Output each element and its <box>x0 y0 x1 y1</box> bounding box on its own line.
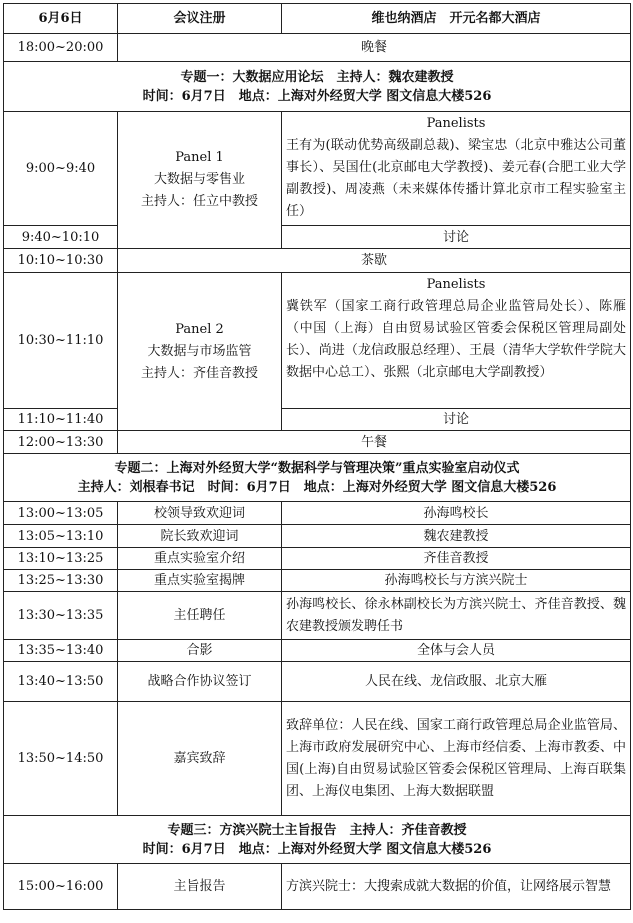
ceremony-who: 魏农建教授 <box>282 525 631 548</box>
ceremony-time: 13:10~13:25 <box>4 548 118 570</box>
ceremony-item: 重点实验室介绍 <box>118 548 282 570</box>
panel1-time: 9:00~9:40 <box>4 112 118 226</box>
ceremony-row <box>4 662 631 702</box>
panel1-name: Panel 1 <box>175 150 224 165</box>
dinner-row <box>4 34 631 62</box>
tea-row <box>4 249 631 273</box>
ceremony-who: 孙海鸣校长 <box>282 502 631 525</box>
topic1-title: 专题一：大数据应用论坛 主持人：魏农建教授 <box>180 69 454 85</box>
ceremony-item: 合影 <box>118 640 282 662</box>
tea-time: 10:10~10:30 <box>4 249 118 273</box>
keynote-who: 方滨兴院士：大搜索成就大数据的价值，让网络展示智慧 <box>282 864 631 910</box>
panel2-row <box>4 273 631 409</box>
topic3-title: 专题三：方滨兴院士主旨报告 主持人：齐佳音教授 <box>167 822 467 838</box>
lunch-row <box>4 431 631 454</box>
lunch-time: 12:00~13:30 <box>4 431 118 454</box>
ceremony-item: 战略合作协议签订 <box>118 662 282 702</box>
header-hotels: 维也纳酒店 开元名都大酒店 <box>282 4 631 34</box>
ceremony-row <box>4 502 631 525</box>
ceremony-row <box>4 525 631 548</box>
dinner-time: 18:00~20:00 <box>4 34 118 62</box>
panel2-name: Panel 2 <box>175 321 224 337</box>
topic2-title: 专题二：上海对外经贸大学“数据科学与管理决策”重点实验室启动仪式 <box>114 460 520 476</box>
panel2-discuss-time: 11:10~11:40 <box>4 409 118 431</box>
ceremony-item: 校领导致欢迎词 <box>118 502 282 525</box>
keynote-item: 主旨报告 <box>118 864 282 910</box>
ceremony-item: 院长致欢迎词 <box>118 525 282 548</box>
ceremony-item: 重点实验室揭牌 <box>118 570 282 592</box>
panel2-host: 主持人：齐佳音教授 <box>140 365 258 381</box>
header-date: 6月6日 <box>4 4 118 34</box>
topic2-row <box>4 454 631 502</box>
ceremony-row <box>4 548 631 570</box>
ceremony-who: 全体与会人员 <box>282 640 631 662</box>
ceremony-row <box>4 592 631 640</box>
ceremony-time: 13:00~13:05 <box>4 502 118 525</box>
ceremony-time: 13:35~13:40 <box>4 640 118 662</box>
ceremony-time: 13:05~13:10 <box>4 525 118 548</box>
dinner-label: 晚餐 <box>118 34 631 62</box>
panel2-subject: 大数据与市场监管 <box>147 343 252 359</box>
panel2-panelists-cell <box>282 273 631 409</box>
panel1-subject: 大数据与零售业 <box>153 172 245 187</box>
ceremony-item: 主任聘任 <box>118 592 282 640</box>
topic1-heading <box>4 62 631 112</box>
tea-label: 茶歇 <box>118 249 631 273</box>
panel1-panelists-label: Panelists <box>426 116 486 131</box>
topic1-info: 时间：6月7日 地点：上海对外经贸大学 图文信息大楼526 <box>142 88 492 104</box>
panel2-time: 10:30~11:10 <box>4 273 118 409</box>
ceremony-row <box>4 640 631 662</box>
keynote-time: 15:00~16:00 <box>4 864 118 910</box>
ceremony-row <box>4 570 631 592</box>
ceremony-time: 13:30~13:35 <box>4 592 118 640</box>
topic2-info: 主持人：刘根春书记 时间：6月7日 地点：上海对外经贸大学 图文信息大楼526 <box>77 479 557 495</box>
ceremony-time: 13:40~13:50 <box>4 662 118 702</box>
ceremony-row <box>4 702 631 816</box>
panel2-panelists-label: Panelists <box>426 277 486 292</box>
panel1-host: 主持人：任立中教授 <box>140 194 258 209</box>
panel2-discuss-row <box>4 409 631 431</box>
topic3-info: 时间：6月7日 地点：上海对外经贸大学 图文信息大楼526 <box>142 841 492 857</box>
panel1-discuss-time: 9:40~10:10 <box>4 226 118 249</box>
panel1-discuss-row <box>4 226 631 249</box>
topic1-row <box>4 62 631 112</box>
panel1-discuss: 讨论 <box>282 226 631 249</box>
ceremony-who: 人民在线、龙信政服、北京大雁 <box>282 662 631 702</box>
ceremony-item: 嘉宾致辞 <box>118 702 282 816</box>
topic3-row <box>4 816 631 864</box>
lunch-label: 午餐 <box>118 431 631 454</box>
panel1-info <box>118 112 282 249</box>
ceremony-who: 致辞单位：人民在线、国家工商行政管理总局企业监管局、上海市政府发展研究中心、上海市经信委、上海市教委、中国(上海)自由贸易试验区管委会保税区管理局、上海百联集团、上海仪电集团、上海大数据联盟 <box>282 702 631 816</box>
panel2-panelists: 冀铁军（国家工商行政管理总局企业监管局处长）、陈雁（中国（上海）自由贸易试验区管委会保税区管理局副处长）、尚进（龙信政服总经理）、王晨（清华大学软件学院大数据中心总工）、张熙（北京邮电大学副教授） <box>286 299 626 380</box>
topic3-heading <box>4 816 631 864</box>
ceremony-time: 13:50~14:50 <box>4 702 118 816</box>
panel2-discuss: 讨论 <box>282 409 631 431</box>
ceremony-who: 齐佳音教授 <box>282 548 631 570</box>
header-row <box>4 4 631 34</box>
topic2-heading <box>4 454 631 502</box>
panel1-panelists: 王有为(联动优势高级副总裁)、梁宝忠（北京中雅达公司董事长）、吴国仕(北京邮电大学教授)、姜元春(合肥工业大学副教授)、周凌燕（未来媒体传播计算北京市工程实验室主任） <box>286 138 626 219</box>
keynote-row <box>4 864 631 910</box>
header-event: 会议注册 <box>118 4 282 34</box>
agenda-table <box>3 3 631 910</box>
ceremony-who: 孙海鸣校长与方滨兴院士 <box>282 570 631 592</box>
ceremony-who: 孙海鸣校长、徐永林副校长为方滨兴院士、齐佳音教授、魏农建教授颁发聘任书 <box>282 592 631 640</box>
panel1-panelists-cell <box>282 112 631 226</box>
panel1-row <box>4 112 631 226</box>
panel2-info <box>118 273 282 431</box>
ceremony-time: 13:25~13:30 <box>4 570 118 592</box>
